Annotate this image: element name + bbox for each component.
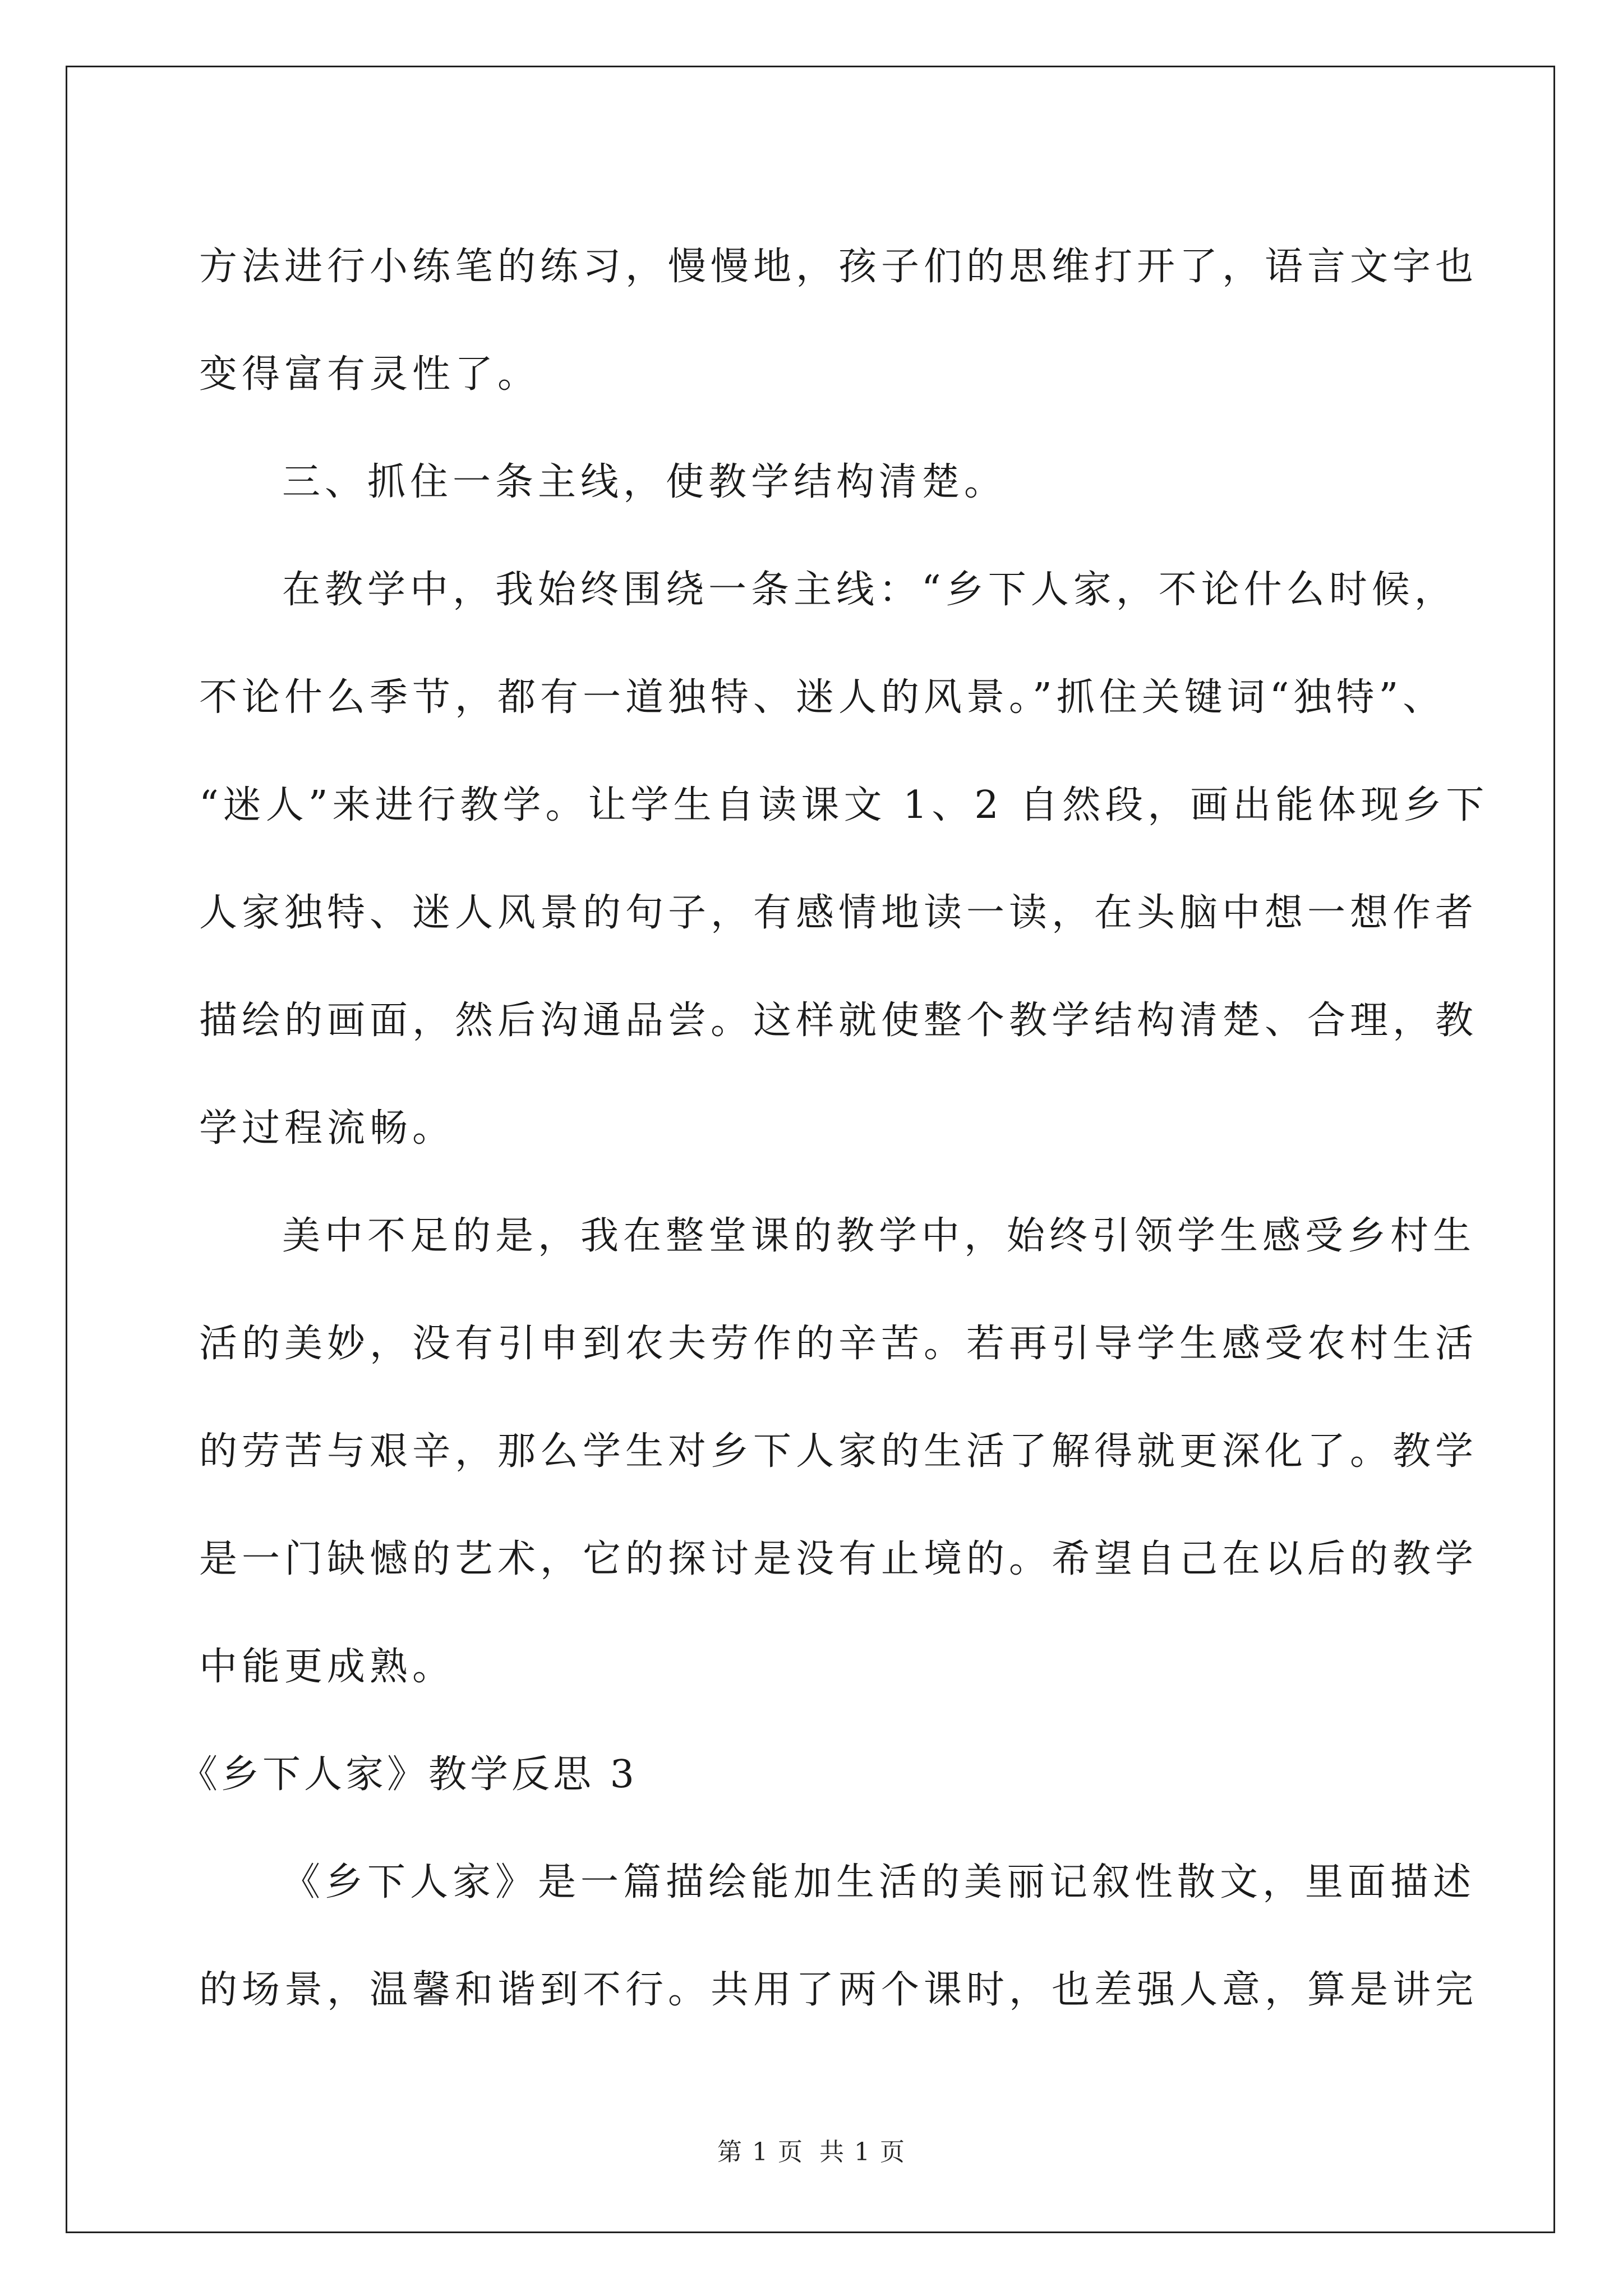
text-line: 中能更成熟。 bbox=[199, 1645, 455, 1689]
article-title: 《乡下人家》教学反思 3 bbox=[179, 1752, 638, 1797]
text-line: 学过程流畅。 bbox=[199, 1106, 455, 1151]
page-footer bbox=[0, 2132, 1623, 2168]
text-line: 变得富有灵性了。 bbox=[199, 352, 541, 397]
text-line: 的劳苦与艰辛，那么学生对乡下人家的生活了解得就更深化了。教学 bbox=[199, 1429, 1478, 1474]
document-body bbox=[179, 213, 1489, 2044]
text-line: 美中不足的是，我在整堂课的教学中，始终引领学生感受乡村生 bbox=[282, 1214, 1476, 1258]
text-line: 在教学中，我始终围绕一条主线：“乡下人家，不论什么时候， bbox=[282, 568, 1457, 612]
text-line: 人家独特、迷人风景的句子，有感情地读一读，在头脑中想一想作者 bbox=[199, 891, 1478, 935]
page-total: 共 1 页 bbox=[819, 2138, 906, 2166]
text-line: 《乡下人家》是一篇描绘能加生活的美丽记叙性散文，里面描述 bbox=[282, 1860, 1476, 1904]
section-heading: 三、抓住一条主线，使教学结构清楚。 bbox=[282, 460, 1007, 504]
text-line: 活的美妙，没有引申到农夫劳作的辛苦。若再引导学生感受农村生活 bbox=[199, 1322, 1478, 1366]
text-line: 方法进行小练笔的练习，慢慢地，孩子们的思维打开了，语言文字也 bbox=[199, 245, 1478, 289]
text-line: 是一门缺憾的艺术，它的探讨是没有止境的。希望自己在以后的教学 bbox=[199, 1537, 1478, 1581]
text-line: “迷人”来进行教学。让学生自读课文 1、2 自然段，画出能体现乡下 bbox=[199, 783, 1489, 827]
page-number: 第 1 页 bbox=[717, 2138, 804, 2166]
text-line: 不论什么季节，都有一道独特、迷人的风景。”抓住关键词“独特”、 bbox=[199, 675, 1446, 720]
text-line: 的场景，温馨和谐到不行。共用了两个课时，也差强人意，算是讲完 bbox=[199, 1968, 1478, 2012]
text-line: 描绘的画面，然后沟通品尝。这样就使整个教学结构清楚、合理，教 bbox=[199, 999, 1478, 1043]
